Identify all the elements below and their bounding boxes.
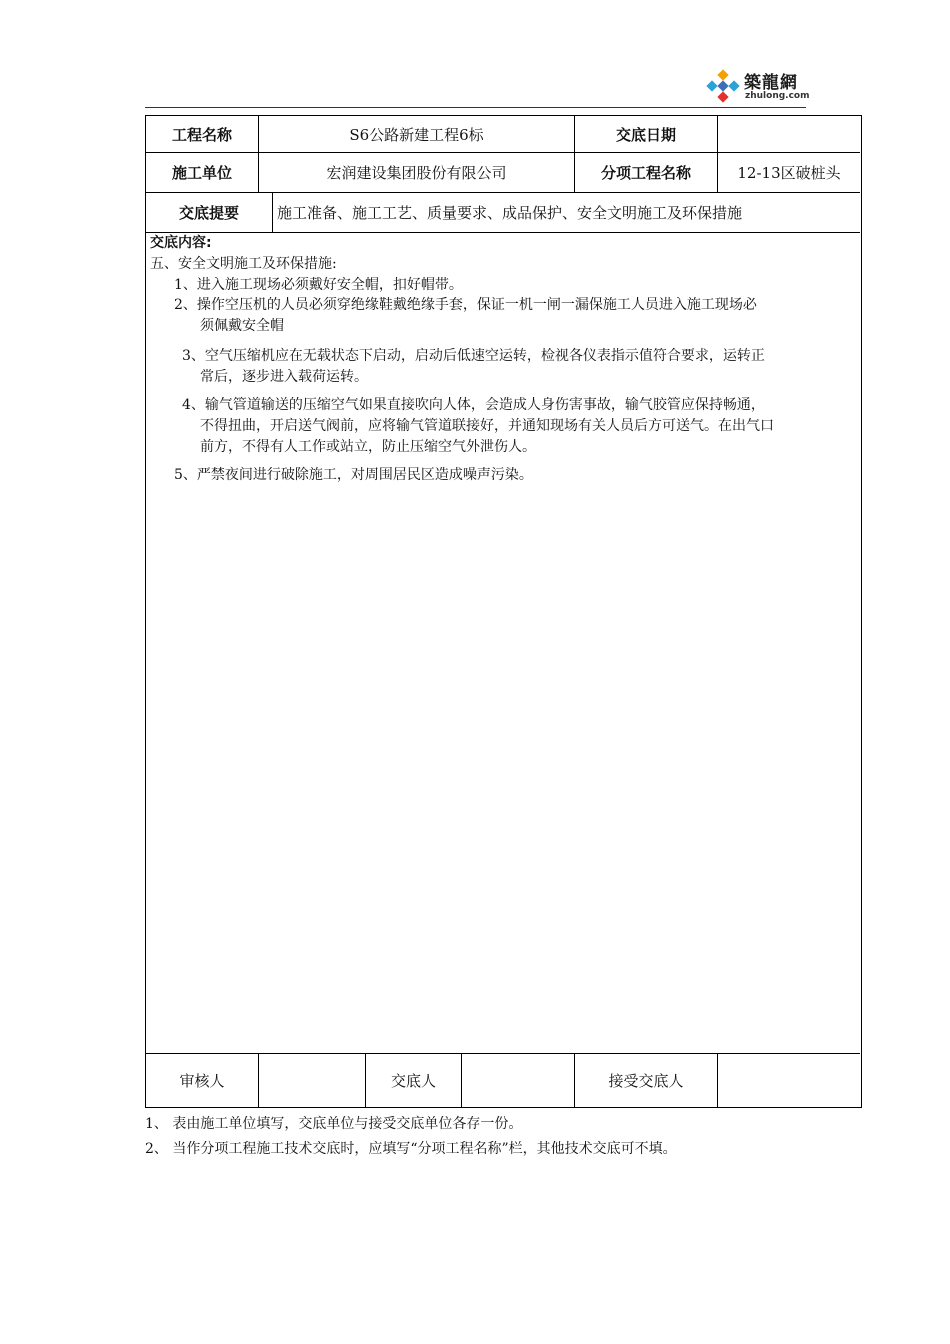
project-name-value: S6公路新建工程6标 — [259, 116, 575, 153]
subitem-label: 分项工程名称 — [575, 153, 718, 193]
project-name-label: 工程名称 — [146, 116, 259, 153]
date-label: 交底日期 — [575, 116, 718, 153]
item-4-line-1: 4、输气管道输送的压缩空气如果直接吹向人体，会造成人身伤害事故，输气胶管应保持畅通， — [182, 397, 765, 413]
section-title: 五、安全文明施工及环保措施: — [150, 256, 337, 272]
item-1: 1、进入施工现场必须戴好安全帽，扣好帽带。 — [174, 277, 463, 293]
disclosure-content — [146, 233, 860, 1054]
footnote-1: 1、 表由施工单位填写，交底单位与接受交底单位各存一份。 — [145, 1116, 523, 1132]
discloser-label: 交底人 — [366, 1054, 462, 1107]
date-value[interactable] — [718, 116, 860, 153]
item-4-line-2: 不得扭曲，开启送气阀前，应将输气管道联接好，并通知现场有关人员后方可送气。在出气口 — [200, 418, 774, 434]
item-2-line-1: 2、操作空压机的人员必须穿绝缘鞋戴绝缘手套，保证一机一闸一漏保施工人员进入施工现场必 — [174, 297, 757, 313]
summary-value: 施工准备、施工工艺、质量要求、成品保护、安全文明施工及环保措施 — [273, 193, 860, 233]
subitem-value: 12-13区破桩头 — [718, 153, 860, 193]
item-3-line-2: 常后，逐步进入载荷运转。 — [200, 369, 368, 385]
logo-domain: zhulong.com — [745, 91, 810, 101]
item-5: 5、严禁夜间进行破除施工，对周围居民区造成噪声污染。 — [174, 467, 533, 483]
item-2-line-2: 须佩戴安全帽 — [200, 318, 284, 334]
footnote-2: 2、 当作分项工程施工技术交底时，应填写“分项工程名称”栏，其他技术交底可不填。 — [145, 1141, 677, 1157]
content-label: 交底内容: — [150, 235, 212, 251]
zhulong-logo — [704, 66, 814, 106]
unit-value: 宏润建设集团股份有限公司 — [259, 153, 575, 193]
unit-label: 施工单位 — [146, 153, 259, 193]
receiver-label: 接受交底人 — [575, 1054, 718, 1107]
disclosure-form — [145, 115, 862, 1108]
logo-name: 築龍網 — [744, 73, 798, 93]
discloser-value[interactable] — [462, 1054, 575, 1107]
summary-label: 交底提要 — [146, 193, 273, 233]
item-4-line-3: 前方，不得有人工作或站立，防止压缩空气外泄伤人。 — [200, 439, 536, 455]
reviewer-value[interactable] — [259, 1054, 366, 1107]
reviewer-label: 审核人 — [146, 1054, 259, 1107]
logo-diamond-icon — [704, 68, 742, 106]
item-3-line-1: 3、空气压缩机应在无载状态下启动，启动后低速空运转，检视各仪表指示值符合要求，运转正 — [182, 348, 765, 364]
receiver-value[interactable] — [718, 1054, 860, 1107]
footnotes — [145, 1112, 677, 1162]
header-rule — [145, 107, 806, 108]
